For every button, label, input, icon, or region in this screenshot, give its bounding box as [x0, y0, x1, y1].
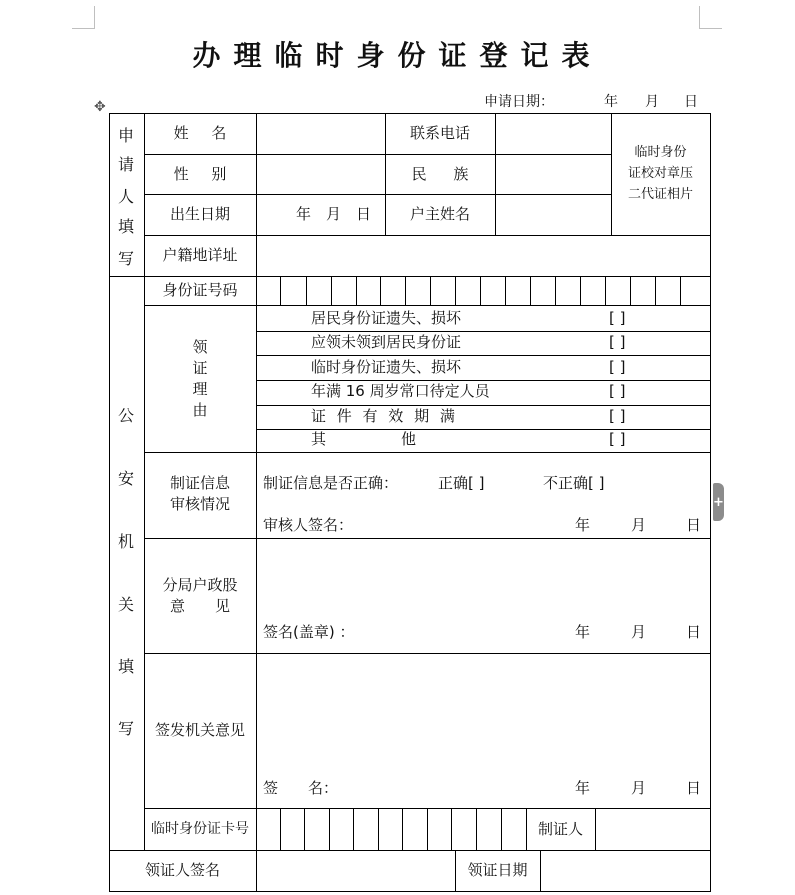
- maker-field[interactable]: [597, 811, 708, 848]
- reason-text: 其 他: [311, 430, 417, 448]
- id-number-digit-cell[interactable]: [481, 277, 505, 304]
- card-number-digit-cell[interactable]: [330, 809, 353, 849]
- photo-note: 证校对章压: [627, 166, 693, 181]
- section-police-char: 公: [117, 406, 134, 425]
- id-number-digit-cell[interactable]: [656, 277, 680, 304]
- id-number-digit-cell[interactable]: [406, 277, 430, 304]
- section-police-char: 填: [117, 657, 134, 676]
- reason-text: 应领未领到居民身份证: [311, 333, 462, 351]
- card-number-digit-cell[interactable]: [428, 809, 451, 849]
- card-number-digit-cell[interactable]: [403, 809, 427, 849]
- id-number-digit-cell[interactable]: [606, 277, 630, 304]
- phone-field[interactable]: [497, 116, 609, 152]
- reason-label-char: 证: [192, 359, 208, 377]
- section-police-char: 安: [117, 469, 134, 488]
- householder-field[interactable]: [497, 197, 609, 232]
- apply-date-label: 申请日期：: [484, 94, 554, 110]
- id-number-digit-cell[interactable]: [581, 277, 605, 304]
- reason-text: 居民身份证遗失、损坏: [311, 309, 462, 327]
- id-number-digit-cell[interactable]: [281, 277, 306, 304]
- card-number-digit-cell[interactable]: [257, 809, 280, 849]
- section-police-char: 写: [117, 719, 134, 738]
- apply-date-month: 月: [645, 94, 659, 110]
- receiver-sign-label: 领证人签名: [144, 861, 220, 879]
- reason-checkbox[interactable]: [ ]: [609, 430, 626, 448]
- card-number-digit-cell[interactable]: [281, 809, 304, 849]
- apply-date-day: 日: [684, 94, 698, 110]
- card-number-digit-cell[interactable]: [452, 809, 476, 849]
- gender-field[interactable]: [258, 157, 383, 192]
- branch-year: 年: [575, 623, 591, 641]
- issuer-label: 签发机关意见: [154, 721, 245, 739]
- card-number-digit-cell[interactable]: [305, 809, 329, 849]
- photo-note: 临时身份: [634, 145, 687, 160]
- section-applicant-char: 人: [117, 187, 134, 206]
- id-number-digit-cell[interactable]: [307, 277, 331, 304]
- birth-ymd[interactable]: 年 月 日: [296, 205, 372, 223]
- card-number-digit-cell[interactable]: [354, 809, 378, 849]
- id-number-digit-cell[interactable]: [357, 277, 380, 304]
- branch-opinion-field[interactable]: [258, 541, 708, 613]
- margin-corner-mark: [699, 6, 722, 29]
- section-applicant-char: 填: [117, 217, 134, 236]
- document-title: 办理临时身份证登记表: [192, 39, 603, 72]
- branch-sign-label: 签名(盖章) ：: [263, 623, 355, 641]
- move-handle-icon[interactable]: ✥: [94, 99, 106, 115]
- branch-label: 分局户政股: [162, 576, 238, 594]
- branch-label: 意 见: [169, 597, 230, 615]
- id-number-label: 身份证号码: [162, 281, 238, 299]
- review-label: 审核情况: [169, 495, 230, 513]
- id-number-digit-cell[interactable]: [381, 277, 405, 304]
- id-number-digit-cell[interactable]: [631, 277, 655, 304]
- receive-date-field[interactable]: [542, 853, 708, 889]
- card-number-digit-cell[interactable]: [477, 809, 501, 849]
- section-police-char: 关: [117, 595, 134, 614]
- reason-label-char: 理: [192, 380, 208, 398]
- name-label: 姓 名: [173, 124, 227, 142]
- temp-card-number-label: 临时身份证卡号: [151, 821, 249, 837]
- id-number-digit-cell[interactable]: [506, 277, 530, 304]
- name-field[interactable]: [258, 116, 383, 152]
- review-label: 制证信息: [169, 474, 230, 492]
- section-applicant-char: 请: [117, 155, 134, 174]
- reason-checkbox[interactable]: [ ]: [609, 407, 626, 425]
- card-number-digit-cell[interactable]: [502, 809, 526, 849]
- reason-label-char: 领: [192, 338, 208, 356]
- card-number-digit-cell[interactable]: [379, 809, 402, 849]
- id-number-digit-cell[interactable]: [556, 277, 580, 304]
- plus-icon[interactable]: +: [713, 483, 724, 521]
- issuer-opinion-field[interactable]: [258, 656, 708, 766]
- reviewer-sign-label: 审核人签名：: [263, 516, 354, 534]
- reason-checkbox[interactable]: [ ]: [609, 333, 626, 351]
- ethnicity-label: 民 族: [411, 165, 469, 183]
- id-number-digit-cell[interactable]: [456, 277, 480, 304]
- id-number-digit-cell[interactable]: [531, 277, 555, 304]
- section-applicant-char: 写: [117, 249, 134, 268]
- maker-label: 制证人: [537, 820, 583, 838]
- id-number-digit-cell[interactable]: [332, 277, 356, 304]
- issuer-month: 月: [631, 779, 647, 797]
- reason-text: 证 件 有 效 期 满: [311, 407, 455, 425]
- issuer-sign-label: 签 名：: [263, 779, 339, 797]
- address-label: 户籍地详址: [162, 246, 238, 264]
- id-number-digit-cell[interactable]: [681, 277, 710, 304]
- reason-label-char: 由: [192, 401, 208, 419]
- review-year: 年: [575, 516, 591, 534]
- householder-label: 户主姓名: [409, 205, 470, 223]
- section-police-char: 机: [117, 532, 134, 551]
- reason-checkbox[interactable]: [ ]: [609, 309, 626, 327]
- reason-checkbox[interactable]: [ ]: [609, 358, 626, 376]
- reason-checkbox[interactable]: [ ]: [609, 382, 626, 400]
- receiver-sign-field[interactable]: [258, 853, 453, 889]
- receive-date-label: 领证日期: [467, 861, 528, 879]
- gender-label: 性 别: [173, 165, 227, 183]
- birth-label: 出生日期: [169, 205, 230, 223]
- review-question: 制证信息是否正确：: [263, 474, 399, 492]
- section-applicant-char: 申: [117, 126, 134, 145]
- review-correct-checkbox[interactable]: 正确[ ]: [438, 474, 485, 492]
- branch-day: 日: [686, 623, 702, 641]
- issuer-day: 日: [686, 779, 702, 797]
- id-number-digit-cell[interactable]: [431, 277, 455, 304]
- margin-corner-mark: [72, 6, 95, 29]
- review-month: 月: [631, 516, 647, 534]
- review-day: 日: [686, 516, 702, 534]
- phone-label: 联系电话: [409, 124, 470, 142]
- address-field[interactable]: [258, 238, 708, 274]
- reason-text: 临时身份证遗失、损坏: [311, 358, 462, 376]
- apply-date-year: 年: [604, 94, 618, 110]
- id-number-digit-cell[interactable]: [257, 277, 280, 304]
- reason-text: 年满 16 周岁常口待定人员: [311, 382, 490, 400]
- review-incorrect-checkbox[interactable]: 不正确[ ]: [543, 474, 605, 492]
- branch-month: 月: [631, 623, 647, 641]
- photo-note: 二代证相片: [627, 187, 693, 202]
- issuer-year: 年: [575, 779, 591, 797]
- ethnicity-field[interactable]: [497, 157, 609, 192]
